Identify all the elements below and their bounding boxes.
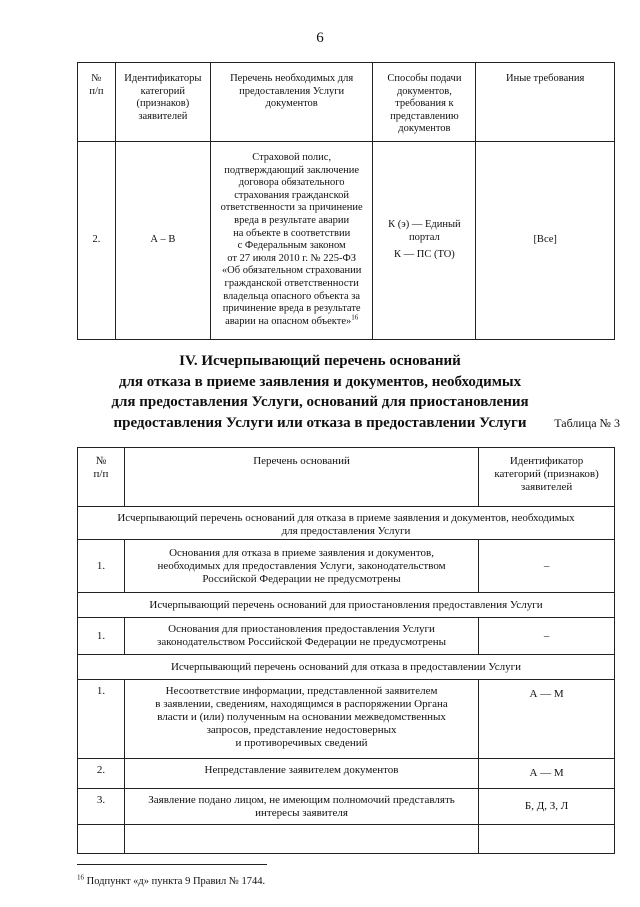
table-row <box>78 540 615 593</box>
t2-section-refusal: Исчерпывающий перечень оснований для отказа в предоставлении Услуги <box>78 655 615 680</box>
t1-header-other: Иные требования <box>476 63 615 142</box>
t1-header-ids: Идентификаторы категорий (признаков) заявителей <box>115 63 210 142</box>
footnote <box>77 873 266 887</box>
footnote-text: Подпункт «д» пункта 9 Правил № 1744. <box>86 876 266 887</box>
t1-row-methods-cell <box>373 142 476 340</box>
footnote-divider <box>77 864 267 865</box>
t2-row1-num: 1. <box>78 540 125 593</box>
t2-empty-num <box>78 825 125 854</box>
documents-table <box>77 62 615 340</box>
table-row <box>78 759 615 789</box>
section-heading: IV. Исчерпывающий перечень оснований для отказа в приеме заявления и документов, необходимых для предоставления Услуги, оснований для приостановления предоставления Услуги или отказа в предоставлении Услуги <box>111 353 529 431</box>
t2-header-num: № п/п <box>78 448 125 507</box>
t1-header-methods: Способы подачи документов, требования к представлению документов <box>373 63 476 142</box>
table-label: Таблица № 3 <box>554 416 620 430</box>
t1-row-method-portal: К (э) — Единый портал <box>388 219 461 243</box>
t1-header-num: № п/п <box>78 63 116 142</box>
t1-row-docs-cell <box>210 142 373 340</box>
t1-row-method-ps: К — ПС (ТО) <box>393 249 455 261</box>
t2-row3-text: Несоответствие информации, представленной заявителем в заявлении, сведениям, находящимся в распоряжении Органа власти и (или) полученным на основании межведомственных запросов, представление недостоверных и противоречивых сведений <box>124 680 478 759</box>
grounds-table <box>77 447 615 854</box>
t2-section-suspension: Исчерпывающий перечень оснований для приостановления предоставления Услуги <box>78 593 615 618</box>
t2-row2-text: Основания для приостановления предоставления Услуги законодательством Российской Федерации не предусмотрены <box>124 618 478 655</box>
t2-empty-text <box>124 825 478 854</box>
t1-row-ids: А – В <box>115 142 210 340</box>
table-row <box>78 618 615 655</box>
t2-row1-text: Основания для отказа в приеме заявления и документов, необходимых для предоставления Услуги, законодательством Российской Федерации не предусмотрены <box>124 540 478 593</box>
t1-row-other: [Все] <box>476 142 615 340</box>
t2-header-ids: Идентификатор категорий (признаков) заявителей <box>479 448 615 507</box>
t2-row1-ids: – <box>479 540 615 593</box>
footnote-ref[interactable]: 16 <box>351 313 359 322</box>
footnote-mark: 16 <box>77 873 84 882</box>
t2-row5-text: Заявление подано лицом, не имеющим полномочий представлять интересы заявителя <box>124 789 478 825</box>
t2-row3-num: 1. <box>78 680 125 759</box>
table-row <box>78 680 615 759</box>
t2-row4-ids: А — М <box>479 759 615 789</box>
t2-section-reception: Исчерпывающий перечень оснований для отказа в приеме заявления и документов, необходимых для предоставления Услуги <box>78 507 615 540</box>
t2-row2-ids: – <box>479 618 615 655</box>
page-number: 6 <box>316 30 324 46</box>
t2-header-grounds: Перечень оснований <box>124 448 478 507</box>
t2-row2-num: 1. <box>78 618 125 655</box>
t2-row4-num: 2. <box>78 759 125 789</box>
t2-row4-text: Непредставление заявителем документов <box>124 759 478 789</box>
t2-row3-ids: А — М <box>479 680 615 759</box>
table-row <box>78 825 615 854</box>
t2-row5-num: 3. <box>78 789 125 825</box>
table-row <box>78 142 615 340</box>
t1-header-docs: Перечень необходимых для предоставления Услуги документов <box>210 63 373 142</box>
table-row <box>78 789 615 825</box>
t2-empty-ids <box>479 825 615 854</box>
t1-row-num: 2. <box>78 142 116 340</box>
t2-row5-ids: Б, Д, З, Л <box>479 789 615 825</box>
t1-row-docs: Страховой полис, подтверждающий заключение договора обязательного страхования гражданской ответственности за причинение вреда в результате аварии на объекте в соответствии с Федеральным законом от 27 июля 2010 г. № 225-ФЗ «Об обязательном страховании гражданской ответственности владельца опасного объекта за причинение вреда в результате аварии на опасном объекте» <box>220 152 363 327</box>
